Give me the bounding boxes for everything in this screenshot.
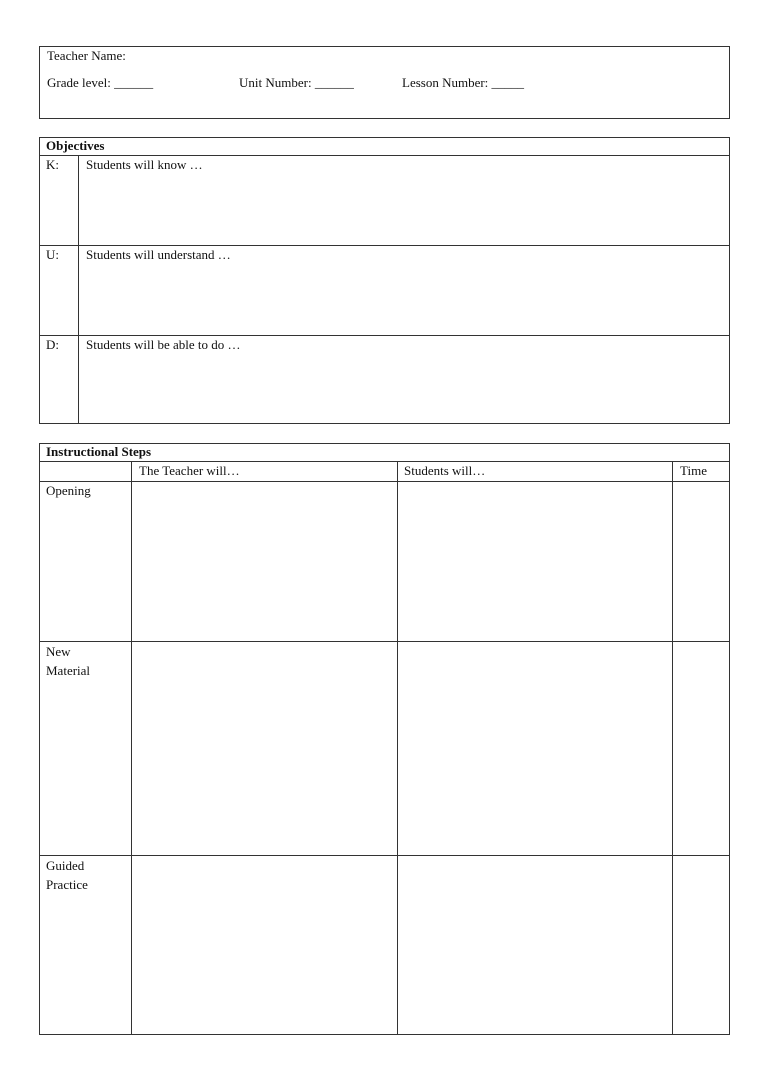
lesson-number-field[interactable]: Lesson Number: _____ [402,75,525,90]
unit-number-field[interactable]: Unit Number: ______ [239,75,354,90]
row-label-guided-practice: Guided Practice [46,858,88,892]
divider [39,855,730,856]
objectives-title: Objectives [46,138,105,153]
objective-label-u: U: [46,247,59,262]
divider [672,461,673,1034]
objective-label-d: D: [46,337,59,352]
objective-text-d[interactable]: Students will be able to do … [86,337,241,352]
divider [131,461,132,1034]
divider [39,461,730,462]
objective-label-k: K: [46,157,59,172]
grade-level-field[interactable]: Grade level: ______ [47,75,154,90]
column-header-teacher: The Teacher will… [139,463,240,478]
instructional-steps-table [39,443,730,1035]
objective-text-k[interactable]: Students will know … [86,157,203,172]
column-header-students: Students will… [404,463,486,478]
column-header-time: Time [680,463,707,478]
divider [39,245,730,246]
objective-text-u[interactable]: Students will understand … [86,247,231,262]
divider [39,335,730,336]
teacher-name-field[interactable]: Teacher Name: [47,48,126,63]
divider [78,155,79,423]
row-label-opening: Opening [46,483,91,498]
steps-title: Instructional Steps [46,444,152,459]
divider [397,461,398,1034]
objectives-table [39,137,730,424]
divider [39,641,730,642]
divider [39,481,730,482]
row-label-new-material: New Material [46,644,91,678]
divider [39,155,730,156]
